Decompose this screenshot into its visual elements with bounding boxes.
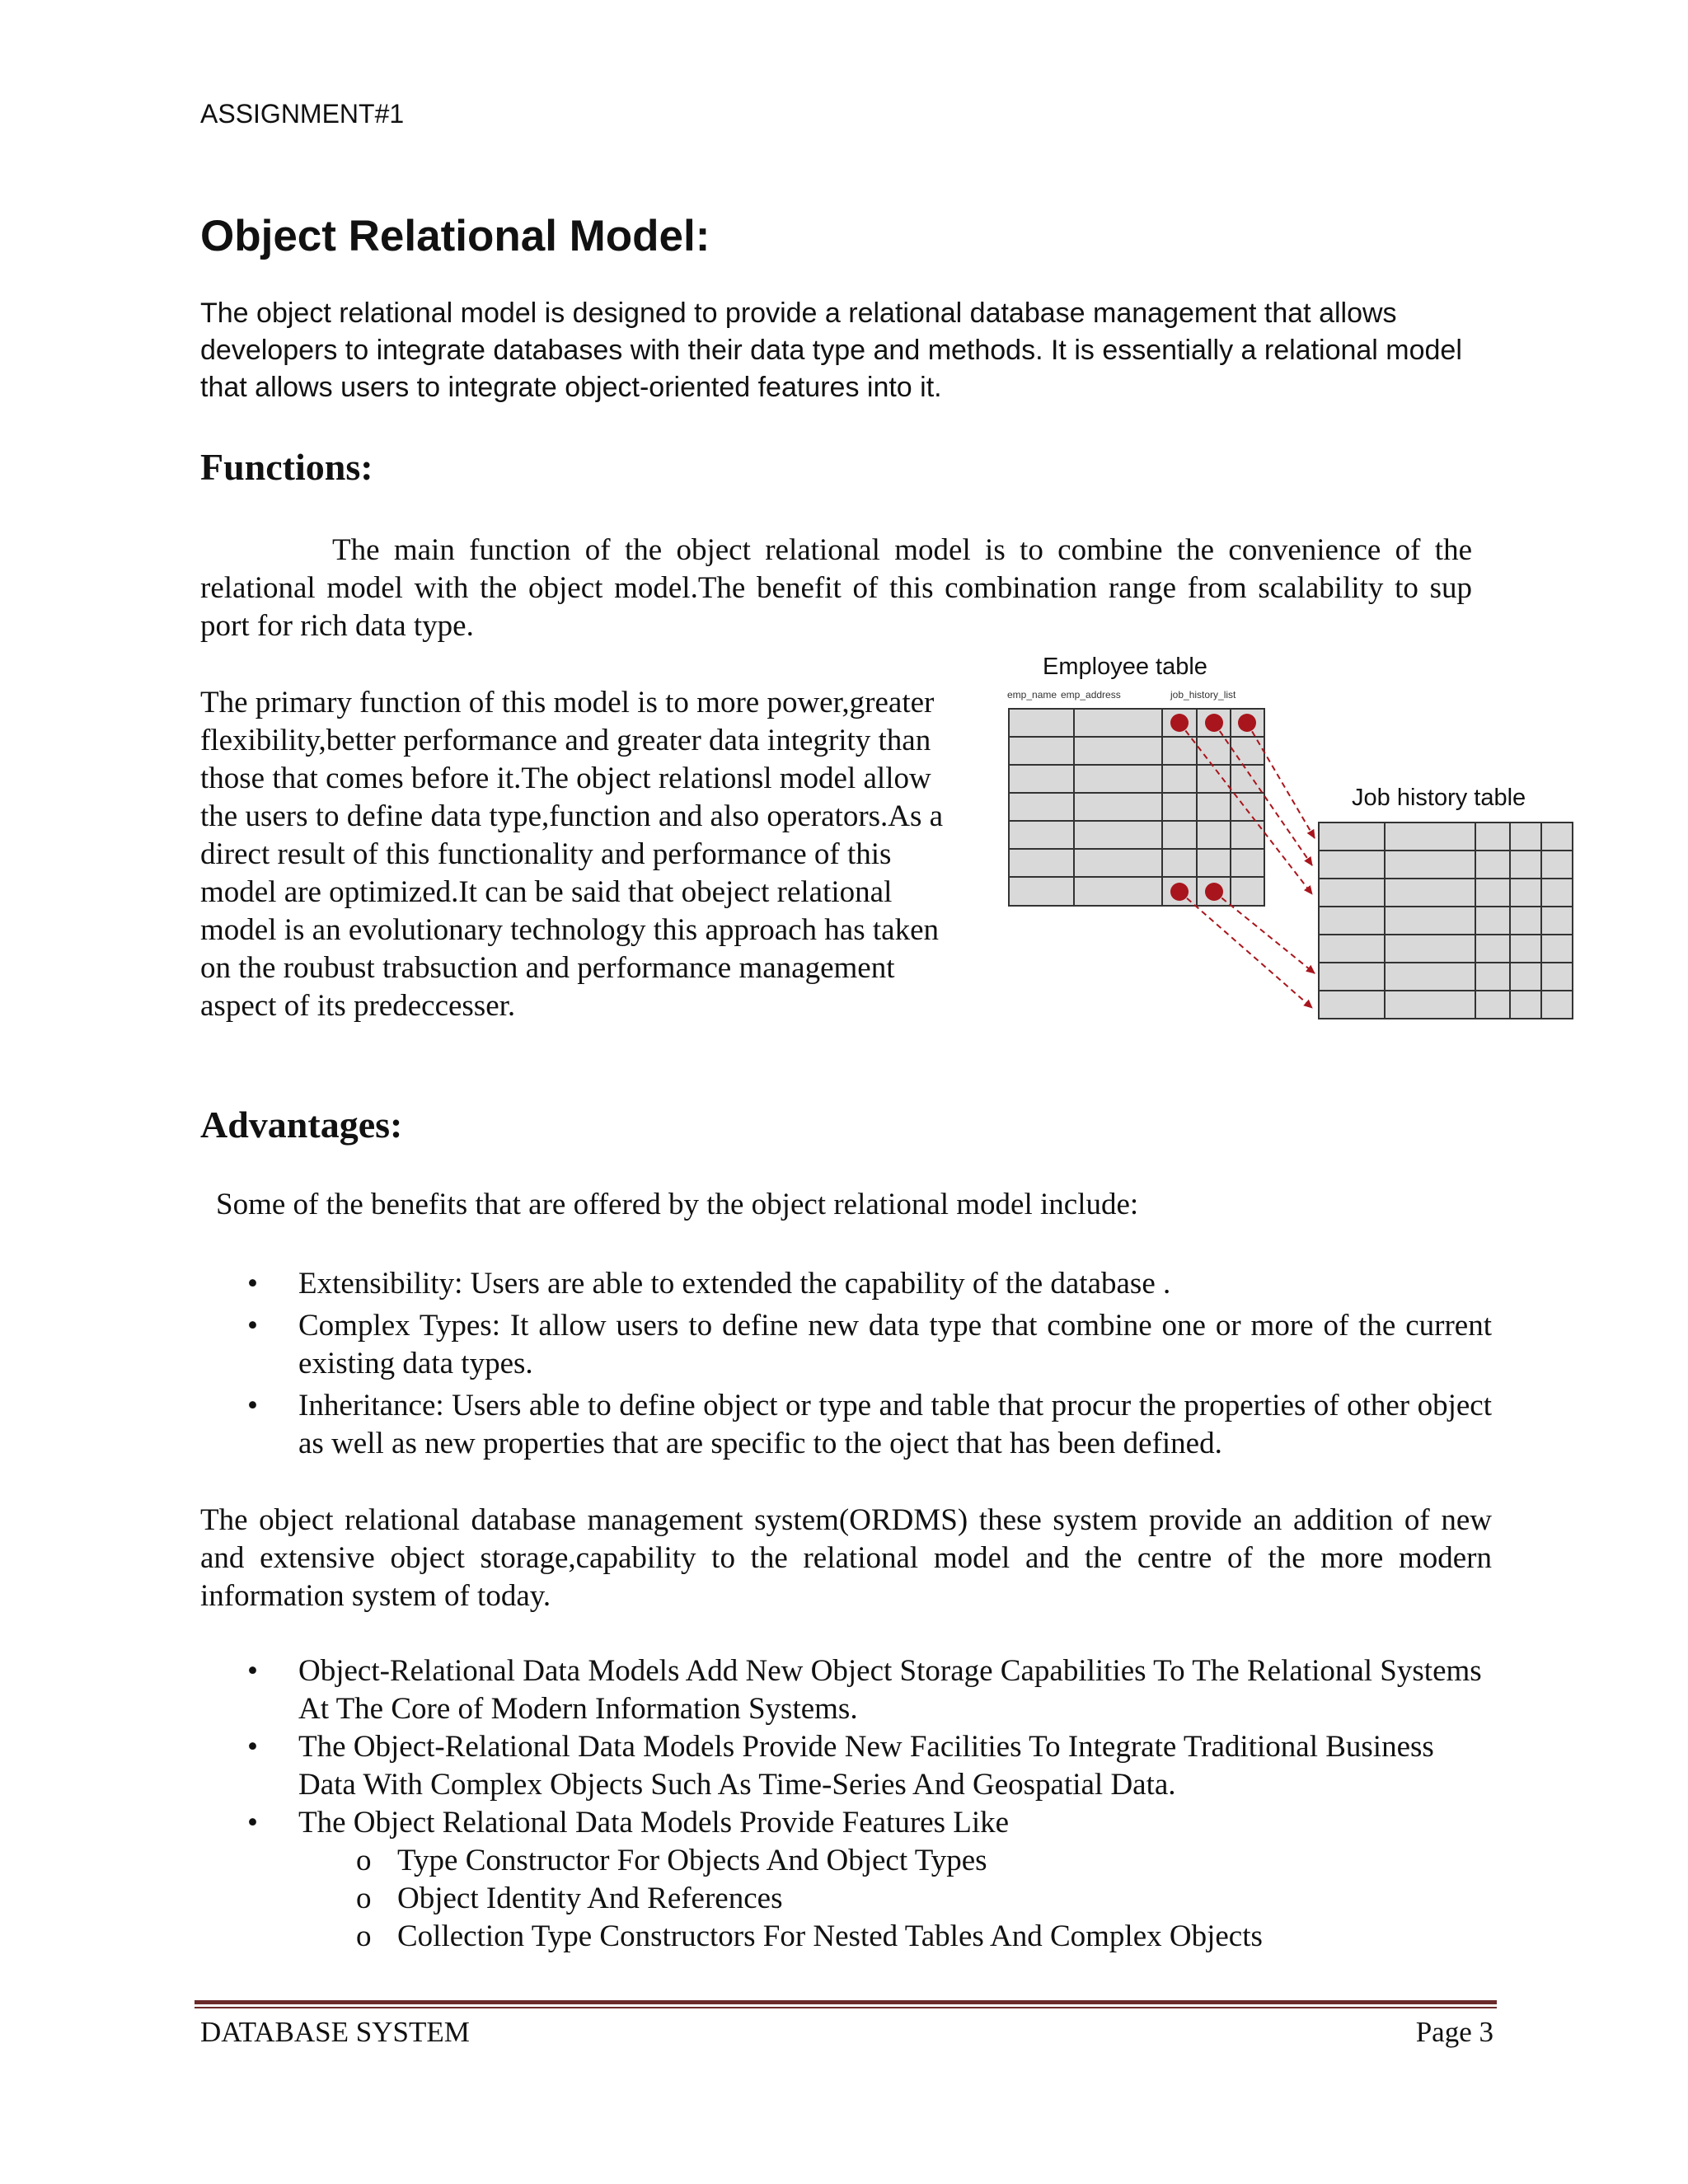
- reference-dot: [1170, 883, 1189, 901]
- reference-dot: [1238, 714, 1256, 732]
- employee-column-job-history-list: job_history_list: [1170, 689, 1236, 701]
- intro-paragraph: The object relational model is designed to provide a relational database management that allows developers to integrate databases with their data type and methods. It is essentially a relational model that allows users to integrate object-oriented features into it.: [200, 298, 1462, 403]
- job-history-table-title: Job history table: [1352, 785, 1526, 811]
- sub-list-item: [298, 1880, 1492, 1918]
- bullet-icon: •: [247, 1654, 258, 1688]
- list-item: [247, 1265, 1492, 1303]
- features-sublist: [298, 1842, 1492, 1956]
- list-item: [247, 1652, 1492, 1728]
- footer-divider: [195, 2000, 1497, 2010]
- footer-course-name: DATABASE SYSTEM: [200, 2016, 470, 2048]
- list-item: [247, 1804, 1492, 1956]
- functions-heading: Functions:: [200, 446, 373, 488]
- object-relational-diagram: [1001, 647, 1587, 1026]
- ordms-item-text: The Object Relational Data Models Provide Features Like: [298, 1806, 1010, 1840]
- advantage-text: Complex Types: It allow users to define new data type that combine one or more of the current existing data types.: [298, 1309, 1492, 1380]
- reference-arrow: [1179, 892, 1312, 1008]
- feature-text: Object Identity And References: [397, 1882, 783, 1915]
- ordms-item-text: Object-Relational Data Models Add New Object Storage Capabilities To The Relational Systems At The Core of Modern Information Systems.: [298, 1654, 1482, 1726]
- ordms-item-text: The Object-Relational Data Models Provide New Facilities To Integrate Traditional Business Data With Complex Objects Such As Time-Series And Geospatial Data.: [298, 1730, 1434, 1802]
- ordms-list: [247, 1652, 1492, 1956]
- reference-dot: [1205, 714, 1223, 732]
- feature-text: Collection Type Constructors For Nested Tables And Complex Objects: [397, 1919, 1263, 1953]
- page-title: Object Relational Model:: [200, 212, 710, 260]
- bullet-icon: •: [247, 1309, 258, 1343]
- page-header-label: ASSIGNMENT#1: [200, 99, 405, 129]
- bullet-icon: •: [247, 1389, 258, 1422]
- list-item: [247, 1387, 1492, 1463]
- hollow-bullet-icon: o: [356, 1844, 372, 1877]
- hollow-bullet-icon: o: [356, 1882, 372, 1915]
- list-item: [247, 1307, 1492, 1383]
- reference-dot: [1170, 714, 1189, 732]
- employee-column-emp-name: emp_name: [1007, 689, 1057, 701]
- feature-text: Type Constructor For Objects And Object Types: [397, 1844, 987, 1877]
- functions-paragraph-2: The primary function of this model is to more power,greater flexibility,better performance and greater data integrity than those that comes before it.The object relationsl model allow the users to define data type,function and also operators.As a direct result of this functionality and performance of this model are optimized.It can be said that obeject relational model is an evolutionary technology this approach has taken on the roubust trabsuction and performance management aspect of its predeccesser.: [200, 686, 944, 1023]
- ordms-paragraph: The object relational database management system(ORDMS) these system provide an addition of new and extensive object storage,capability to the relational model and the centre of the more modern information system of today.: [200, 1503, 1492, 1613]
- advantages-intro: Some of the benefits that are offered by the object relational model include:: [216, 1188, 1139, 1221]
- hollow-bullet-icon: o: [356, 1919, 372, 1953]
- reference-dot: [1205, 883, 1223, 901]
- sub-list-item: [298, 1842, 1492, 1880]
- bullet-icon: •: [247, 1806, 258, 1840]
- advantages-heading: Advantages:: [200, 1104, 403, 1146]
- sub-list-item: [298, 1918, 1492, 1956]
- job-history-table-grid: [1319, 823, 1573, 1019]
- employee-table-title: Employee table: [1043, 654, 1207, 680]
- functions-paragraph-1: The main function of the object relational model is to combine the convenience of the relational model with the object model.The benefit of this combination range from scalability to sup port for rich data type.: [200, 533, 1472, 643]
- footer-page-number: Page 3: [1415, 2016, 1493, 2048]
- bullet-icon: •: [247, 1267, 258, 1301]
- bullet-icon: •: [247, 1730, 258, 1764]
- advantage-text: Extensibility: Users are able to extended the capability of the database .: [298, 1267, 1171, 1301]
- advantage-text: Inheritance: Users able to define object or type and table that procur the properties of other object as well as new properties that are specific to the oject that has been defined.: [298, 1389, 1492, 1460]
- advantages-list: [247, 1265, 1492, 1467]
- employee-table-grid: [1009, 709, 1264, 906]
- employee-column-emp-address: emp_address: [1061, 689, 1121, 701]
- list-item: [247, 1728, 1492, 1804]
